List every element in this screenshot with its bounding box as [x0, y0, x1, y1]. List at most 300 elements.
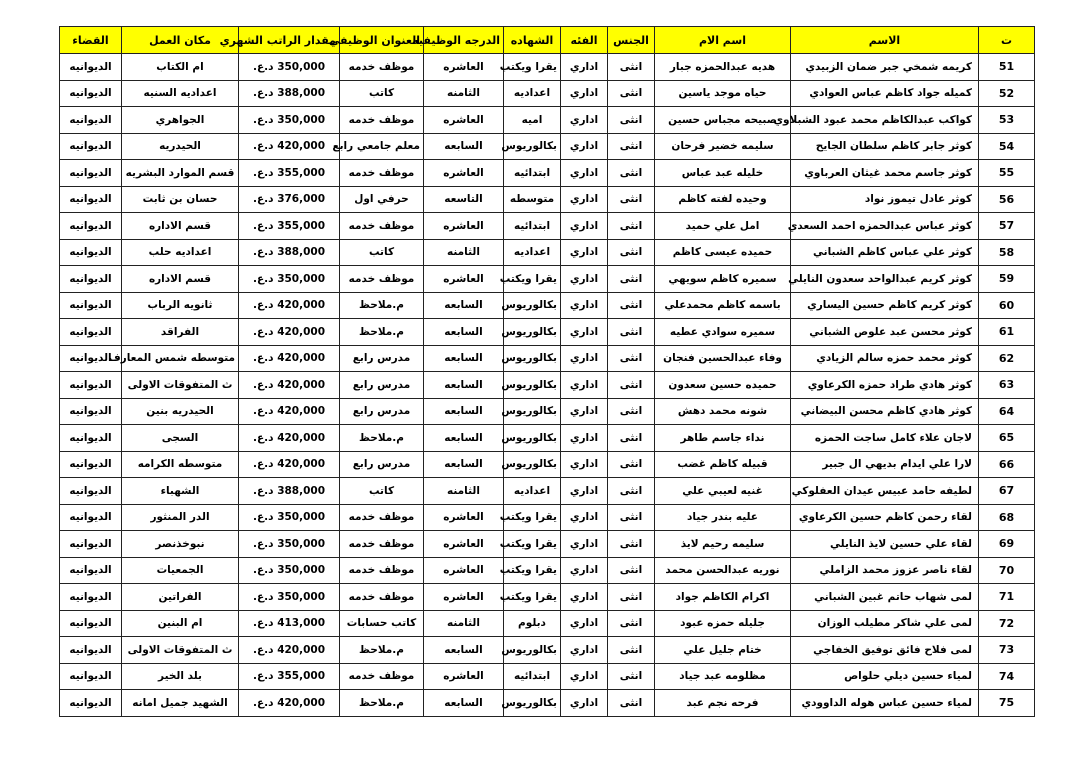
- cell-monthly-salary: 420,000 د.ع.: [239, 319, 340, 346]
- cell-gender: انثى: [608, 557, 655, 584]
- cell-gender: انثى: [608, 345, 655, 372]
- header-job-title: العنوان الوظيفي: [340, 27, 424, 54]
- cell-gender: انثى: [608, 663, 655, 690]
- table-row: [60, 107, 1035, 134]
- cell-job-grade: الثامنه: [424, 239, 504, 266]
- cell-monthly-salary: 350,000 د.ع.: [239, 531, 340, 558]
- cell-job-title: معلم جامعي رابع: [340, 133, 424, 160]
- table-row: [60, 239, 1035, 266]
- table-row: [60, 266, 1035, 293]
- cell-monthly-salary: 420,000 د.ع.: [239, 398, 340, 425]
- cell-certificate: ابتدائيه: [504, 213, 561, 240]
- cell-gender: انثى: [608, 213, 655, 240]
- cell-mother-name: هديه عبدالحمزه جبار: [655, 54, 791, 81]
- cell-district: الديوانيه: [60, 345, 122, 372]
- cell-job-grade: العاشره: [424, 160, 504, 187]
- cell-district: الديوانيه: [60, 239, 122, 266]
- cell-gender: انثى: [608, 80, 655, 107]
- cell-index: 68: [979, 504, 1035, 531]
- cell-certificate: يقرا ويكتب: [504, 584, 561, 611]
- cell-gender: انثى: [608, 239, 655, 266]
- cell-gender: انثى: [608, 186, 655, 213]
- cell-job-grade: العاشره: [424, 504, 504, 531]
- cell-gender: انثى: [608, 690, 655, 717]
- table-row: [60, 478, 1035, 505]
- cell-job-title: مدرس رابع: [340, 345, 424, 372]
- cell-job-title: م.ملاحظ: [340, 319, 424, 346]
- cell-job-title: مدرس رابع: [340, 372, 424, 399]
- cell-mother-name: سميره كاظم سويهي: [655, 266, 791, 293]
- cell-workplace: نبوخذنصر: [122, 531, 239, 558]
- cell-district: الديوانيه: [60, 610, 122, 637]
- cell-category: اداري: [561, 292, 608, 319]
- table-row: [60, 531, 1035, 558]
- table-row: [60, 504, 1035, 531]
- cell-name: كوثر كريم عبدالواحد سعدون النايلي: [791, 266, 979, 293]
- cell-district: الديوانيه: [60, 531, 122, 558]
- cell-index: 72: [979, 610, 1035, 637]
- cell-name: كوثر كريم كاظم حسين اليساري: [791, 292, 979, 319]
- cell-workplace: ث المتفوقات الاولى: [122, 637, 239, 664]
- cell-workplace: اعداديه السنيه: [122, 80, 239, 107]
- cell-index: 62: [979, 345, 1035, 372]
- cell-certificate: متوسطه: [504, 186, 561, 213]
- cell-gender: انثى: [608, 398, 655, 425]
- table-row: [60, 186, 1035, 213]
- cell-category: اداري: [561, 531, 608, 558]
- cell-job-grade: السابعه: [424, 398, 504, 425]
- cell-mother-name: وفاء عبدالحسين فنجان: [655, 345, 791, 372]
- cell-job-grade: العاشره: [424, 107, 504, 134]
- table-row: [60, 80, 1035, 107]
- cell-workplace: قسم الاداره: [122, 266, 239, 293]
- header-certificate: الشهاده: [504, 27, 561, 54]
- cell-monthly-salary: 420,000 د.ع.: [239, 345, 340, 372]
- cell-job-title: موظف خدمه: [340, 266, 424, 293]
- cell-workplace: الجواهري: [122, 107, 239, 134]
- cell-category: اداري: [561, 372, 608, 399]
- cell-workplace: ث المتفوقات الاولى: [122, 372, 239, 399]
- cell-name: كوثر عادل تيموز نواد: [791, 186, 979, 213]
- cell-certificate: بكالوريوس: [504, 425, 561, 452]
- cell-job-title: موظف خدمه: [340, 557, 424, 584]
- cell-index: 63: [979, 372, 1035, 399]
- cell-certificate: ابتدائيه: [504, 160, 561, 187]
- cell-gender: انثى: [608, 160, 655, 187]
- cell-workplace: الجمعيات: [122, 557, 239, 584]
- cell-workplace: متوسطه شمس المعارف: [122, 345, 239, 372]
- cell-job-grade: السابعه: [424, 690, 504, 717]
- cell-category: اداري: [561, 557, 608, 584]
- cell-index: 52: [979, 80, 1035, 107]
- cell-monthly-salary: 420,000 د.ع.: [239, 451, 340, 478]
- table-row: [60, 637, 1035, 664]
- cell-job-grade: السابعه: [424, 319, 504, 346]
- cell-name: كميله جواد كاظم عباس العوادي: [791, 80, 979, 107]
- cell-job-grade: العاشره: [424, 557, 504, 584]
- cell-workplace: الفراقد: [122, 319, 239, 346]
- cell-district: الديوانيه: [60, 186, 122, 213]
- cell-district: الديوانيه: [60, 292, 122, 319]
- cell-name: لقاء علي حسين لايذ النايلي: [791, 531, 979, 558]
- cell-index: 71: [979, 584, 1035, 611]
- cell-mother-name: مظلومه عبد جياد: [655, 663, 791, 690]
- cell-gender: انثى: [608, 292, 655, 319]
- cell-job-title: موظف خدمه: [340, 213, 424, 240]
- cell-mother-name: غنيه لعيبي علي: [655, 478, 791, 505]
- cell-name: لقاء رحمن كاظم حسين الكرعاوي: [791, 504, 979, 531]
- cell-certificate: بكالوريوس: [504, 319, 561, 346]
- cell-category: اداري: [561, 239, 608, 266]
- table-row: [60, 319, 1035, 346]
- cell-district: الديوانيه: [60, 557, 122, 584]
- header-mother-name: اسم الام: [655, 27, 791, 54]
- cell-workplace: الفراتين: [122, 584, 239, 611]
- cell-name: لطيفه حامد عبيس عيدان العفلوكي: [791, 478, 979, 505]
- cell-job-title: م.ملاحظ: [340, 425, 424, 452]
- cell-job-grade: السابعه: [424, 425, 504, 452]
- cell-workplace: قسم الاداره: [122, 213, 239, 240]
- cell-job-grade: العاشره: [424, 663, 504, 690]
- cell-gender: انثى: [608, 425, 655, 452]
- table-row: [60, 451, 1035, 478]
- cell-index: 75: [979, 690, 1035, 717]
- cell-job-grade: الثامنه: [424, 478, 504, 505]
- cell-job-title: م.ملاحظ: [340, 292, 424, 319]
- cell-name: لمى شهاب حاتم غبين الشباني: [791, 584, 979, 611]
- cell-certificate: بكالوريوس: [504, 372, 561, 399]
- cell-monthly-salary: 420,000 د.ع.: [239, 425, 340, 452]
- cell-job-grade: السابعه: [424, 345, 504, 372]
- cell-gender: انثى: [608, 451, 655, 478]
- cell-job-title: موظف خدمه: [340, 54, 424, 81]
- cell-index: 74: [979, 663, 1035, 690]
- cell-job-grade: العاشره: [424, 213, 504, 240]
- table-row: [60, 610, 1035, 637]
- header-index: ت: [979, 27, 1035, 54]
- cell-index: 66: [979, 451, 1035, 478]
- cell-index: 67: [979, 478, 1035, 505]
- table-row: [60, 133, 1035, 160]
- cell-job-title: موظف خدمه: [340, 663, 424, 690]
- cell-name: كوثر محمد حمزه سالم الزيادي: [791, 345, 979, 372]
- cell-category: اداري: [561, 160, 608, 187]
- cell-index: 59: [979, 266, 1035, 293]
- cell-category: اداري: [561, 54, 608, 81]
- cell-category: اداري: [561, 107, 608, 134]
- cell-mother-name: نوريه عبدالحسن محمد: [655, 557, 791, 584]
- cell-district: الديوانيه: [60, 54, 122, 81]
- cell-category: اداري: [561, 80, 608, 107]
- cell-job-title: كاتب: [340, 239, 424, 266]
- cell-category: اداري: [561, 610, 608, 637]
- table-row: [60, 372, 1035, 399]
- cell-category: اداري: [561, 213, 608, 240]
- cell-monthly-salary: 350,000 د.ع.: [239, 54, 340, 81]
- cell-job-grade: العاشره: [424, 54, 504, 81]
- cell-workplace: قسم الموارد البشريه: [122, 160, 239, 187]
- cell-job-title: كاتب: [340, 478, 424, 505]
- cell-name: كوثر عباس عبدالحمزه احمد السعدي: [791, 213, 979, 240]
- cell-mother-name: وحيده لفته كاظم: [655, 186, 791, 213]
- cell-mother-name: حميده عيسى كاظم: [655, 239, 791, 266]
- cell-district: الديوانيه: [60, 478, 122, 505]
- cell-certificate: يقرا ويكتب: [504, 504, 561, 531]
- cell-job-title: موظف خدمه: [340, 107, 424, 134]
- cell-index: 56: [979, 186, 1035, 213]
- cell-job-title: موظف خدمه: [340, 584, 424, 611]
- cell-district: الديوانيه: [60, 690, 122, 717]
- cell-name: كواكب عبدالكاظم محمد عبود الشبلاوي: [791, 107, 979, 134]
- cell-job-grade: العاشره: [424, 266, 504, 293]
- cell-job-title: م.ملاحظ: [340, 690, 424, 717]
- cell-index: 70: [979, 557, 1035, 584]
- cell-job-grade: العاشره: [424, 531, 504, 558]
- cell-gender: انثى: [608, 319, 655, 346]
- cell-mother-name: صبيحه مجباس حسين: [655, 107, 791, 134]
- cell-district: الديوانيه: [60, 80, 122, 107]
- cell-monthly-salary: 413,000 د.ع.: [239, 610, 340, 637]
- cell-district: الديوانيه: [60, 107, 122, 134]
- cell-district: الديوانيه: [60, 213, 122, 240]
- cell-monthly-salary: 355,000 د.ع.: [239, 213, 340, 240]
- cell-name: كوثر هادي كاظم محسن البيضاني: [791, 398, 979, 425]
- cell-monthly-salary: 350,000 د.ع.: [239, 107, 340, 134]
- cell-monthly-salary: 420,000 د.ع.: [239, 133, 340, 160]
- cell-mother-name: خليله عبد عباس: [655, 160, 791, 187]
- cell-name: كوثر جاسم محمد غيثان العرباوي: [791, 160, 979, 187]
- cell-certificate: بكالوريوس: [504, 451, 561, 478]
- cell-district: الديوانيه: [60, 266, 122, 293]
- cell-job-grade: الثامنه: [424, 610, 504, 637]
- cell-job-title: م.ملاحظ: [340, 637, 424, 664]
- cell-mother-name: اكرام الكاظم جواد: [655, 584, 791, 611]
- cell-workplace: اعداديه حلب: [122, 239, 239, 266]
- cell-gender: انثى: [608, 531, 655, 558]
- cell-mother-name: ختام جليل علي: [655, 637, 791, 664]
- cell-certificate: بكالوريوس: [504, 133, 561, 160]
- cell-mother-name: سليمه رحيم لايذ: [655, 531, 791, 558]
- table-row: [60, 54, 1035, 81]
- cell-index: 54: [979, 133, 1035, 160]
- cell-workplace: السجى: [122, 425, 239, 452]
- cell-index: 60: [979, 292, 1035, 319]
- cell-index: 53: [979, 107, 1035, 134]
- cell-certificate: اميه: [504, 107, 561, 134]
- header-row: [60, 27, 1035, 54]
- cell-job-title: حرفي اول: [340, 186, 424, 213]
- cell-monthly-salary: 420,000 د.ع.: [239, 292, 340, 319]
- cell-job-grade: العاشره: [424, 584, 504, 611]
- cell-certificate: اعداديه: [504, 478, 561, 505]
- cell-category: اداري: [561, 637, 608, 664]
- cell-certificate: بكالوريوس: [504, 637, 561, 664]
- cell-name: كوثر هادي طراد حمزه الكرعاوي: [791, 372, 979, 399]
- table-row: [60, 398, 1035, 425]
- cell-index: 65: [979, 425, 1035, 452]
- cell-certificate: بكالوريوس: [504, 292, 561, 319]
- header-monthly-salary: مقدار الراتب الشهري: [239, 27, 340, 54]
- cell-index: 73: [979, 637, 1035, 664]
- cell-mother-name: حياه موجد ياسين: [655, 80, 791, 107]
- table-row: [60, 584, 1035, 611]
- cell-monthly-salary: 350,000 د.ع.: [239, 584, 340, 611]
- table-row: [60, 425, 1035, 452]
- cell-district: الديوانيه: [60, 398, 122, 425]
- cell-job-grade: السابعه: [424, 637, 504, 664]
- cell-mother-name: عليه بندر جياد: [655, 504, 791, 531]
- employee-table: [59, 26, 1035, 717]
- table-row: [60, 160, 1035, 187]
- cell-job-title: موظف خدمه: [340, 160, 424, 187]
- cell-certificate: بكالوريوس: [504, 398, 561, 425]
- cell-gender: انثى: [608, 107, 655, 134]
- cell-certificate: بكالوريوس: [504, 345, 561, 372]
- cell-gender: انثى: [608, 54, 655, 81]
- cell-category: اداري: [561, 266, 608, 293]
- cell-monthly-salary: 355,000 د.ع.: [239, 160, 340, 187]
- cell-job-grade: السابعه: [424, 292, 504, 319]
- cell-category: اداري: [561, 425, 608, 452]
- cell-district: الديوانيه: [60, 133, 122, 160]
- cell-index: 64: [979, 398, 1035, 425]
- cell-job-grade: السابعه: [424, 372, 504, 399]
- cell-category: اداري: [561, 398, 608, 425]
- cell-gender: انثى: [608, 504, 655, 531]
- cell-name: كوثر علي عباس كاظم الشباني: [791, 239, 979, 266]
- table-row: [60, 292, 1035, 319]
- cell-category: اداري: [561, 186, 608, 213]
- header-district: القضاء: [60, 27, 122, 54]
- cell-index: 55: [979, 160, 1035, 187]
- cell-mother-name: فرحه نجم عبد: [655, 690, 791, 717]
- cell-mother-name: جليله حمزه عبود: [655, 610, 791, 637]
- header-name: الاسم: [791, 27, 979, 54]
- cell-workplace: حسان بن ثابت: [122, 186, 239, 213]
- cell-district: الديوانيه: [60, 663, 122, 690]
- cell-certificate: اعداديه: [504, 80, 561, 107]
- cell-monthly-salary: 420,000 د.ع.: [239, 690, 340, 717]
- cell-workplace: ثانويه الرباب: [122, 292, 239, 319]
- cell-workplace: ام الكتاب: [122, 54, 239, 81]
- cell-district: الديوانيه: [60, 584, 122, 611]
- cell-certificate: يقرا ويكتب: [504, 531, 561, 558]
- cell-category: اداري: [561, 319, 608, 346]
- cell-job-title: مدرس رابع: [340, 451, 424, 478]
- cell-district: الديوانيه: [60, 372, 122, 399]
- cell-job-grade: التاسعه: [424, 186, 504, 213]
- cell-name: لقاء ناصر عزوز محمد الزاملي: [791, 557, 979, 584]
- cell-job-title: موظف خدمه: [340, 531, 424, 558]
- cell-workplace: الشهيد جميل امانه: [122, 690, 239, 717]
- cell-certificate: يقرا ويكتب: [504, 557, 561, 584]
- cell-job-grade: السابعه: [424, 451, 504, 478]
- table-row: [60, 663, 1035, 690]
- cell-gender: انثى: [608, 610, 655, 637]
- cell-job-title: كاتب: [340, 80, 424, 107]
- cell-monthly-salary: 376,000 د.ع.: [239, 186, 340, 213]
- cell-mother-name: امل علي حميد: [655, 213, 791, 240]
- cell-monthly-salary: 388,000 د.ع.: [239, 478, 340, 505]
- cell-name: لمياء حسين عباس هوله الداوودي: [791, 690, 979, 717]
- table-row: [60, 345, 1035, 372]
- cell-index: 69: [979, 531, 1035, 558]
- header-job-grade: الدرجه الوظيفيه: [424, 27, 504, 54]
- cell-gender: انثى: [608, 478, 655, 505]
- cell-workplace: متوسطه الكرامه: [122, 451, 239, 478]
- cell-district: الديوانيه: [60, 637, 122, 664]
- cell-index: 61: [979, 319, 1035, 346]
- cell-monthly-salary: 355,000 د.ع.: [239, 663, 340, 690]
- cell-name: لارا علي ايدام بديهي ال جبير: [791, 451, 979, 478]
- cell-workplace: ام البنين: [122, 610, 239, 637]
- cell-mother-name: نداء جاسم طاهر: [655, 425, 791, 452]
- table-row: [60, 213, 1035, 240]
- header-category: الفئه: [561, 27, 608, 54]
- header-workplace: مكان العمل: [122, 27, 239, 54]
- cell-category: اداري: [561, 584, 608, 611]
- cell-category: اداري: [561, 504, 608, 531]
- cell-name: كوثر جابر كاظم سلطان الجايح: [791, 133, 979, 160]
- cell-index: 58: [979, 239, 1035, 266]
- cell-mother-name: سليمه خضير فرحان: [655, 133, 791, 160]
- cell-category: اداري: [561, 663, 608, 690]
- cell-monthly-salary: 350,000 د.ع.: [239, 266, 340, 293]
- cell-job-title: كاتب حسابات: [340, 610, 424, 637]
- cell-monthly-salary: 388,000 د.ع.: [239, 239, 340, 266]
- cell-category: اداري: [561, 478, 608, 505]
- cell-monthly-salary: 420,000 د.ع.: [239, 637, 340, 664]
- cell-name: كوثر محسن عبد علوص الشباني: [791, 319, 979, 346]
- cell-category: اداري: [561, 690, 608, 717]
- cell-job-grade: الثامنه: [424, 80, 504, 107]
- table-row: [60, 557, 1035, 584]
- cell-certificate: يقرا ويكتب: [504, 54, 561, 81]
- cell-certificate: ابتدائيه: [504, 663, 561, 690]
- cell-name: لمى فلاح فائق توفيق الخفاجي: [791, 637, 979, 664]
- cell-category: اداري: [561, 345, 608, 372]
- cell-category: اداري: [561, 133, 608, 160]
- cell-district: الديوانيه: [60, 160, 122, 187]
- cell-index: 57: [979, 213, 1035, 240]
- cell-workplace: الدر المنثور: [122, 504, 239, 531]
- cell-name: كريمه شمخي جبر ضمان الزبيدي: [791, 54, 979, 81]
- cell-certificate: بكالوريوس: [504, 690, 561, 717]
- cell-mother-name: شونه محمد دهش: [655, 398, 791, 425]
- cell-gender: انثى: [608, 372, 655, 399]
- cell-index: 51: [979, 54, 1035, 81]
- cell-workplace: الحيدريه: [122, 133, 239, 160]
- cell-mother-name: سميره سوادي عطيه: [655, 319, 791, 346]
- cell-name: لمياء حسين ديلي حلواص: [791, 663, 979, 690]
- cell-district: الديوانيه: [60, 504, 122, 531]
- cell-gender: انثى: [608, 133, 655, 160]
- cell-district: الديوانيه: [60, 319, 122, 346]
- cell-workplace: الحيدريه بنين: [122, 398, 239, 425]
- cell-workplace: الشهباء: [122, 478, 239, 505]
- cell-workplace: بلد الخير: [122, 663, 239, 690]
- cell-job-title: موظف خدمه: [340, 504, 424, 531]
- cell-name: لمى علي شاكر مطيلب الوزان: [791, 610, 979, 637]
- cell-job-grade: السابعه: [424, 133, 504, 160]
- cell-gender: انثى: [608, 584, 655, 611]
- header-gender: الجنس: [608, 27, 655, 54]
- cell-monthly-salary: 388,000 د.ع.: [239, 80, 340, 107]
- cell-district: الديوانيه: [60, 425, 122, 452]
- cell-certificate: يقرا ويكتب: [504, 266, 561, 293]
- cell-job-title: مدرس رابع: [340, 398, 424, 425]
- cell-mother-name: باسمه كاظم محمدعلي: [655, 292, 791, 319]
